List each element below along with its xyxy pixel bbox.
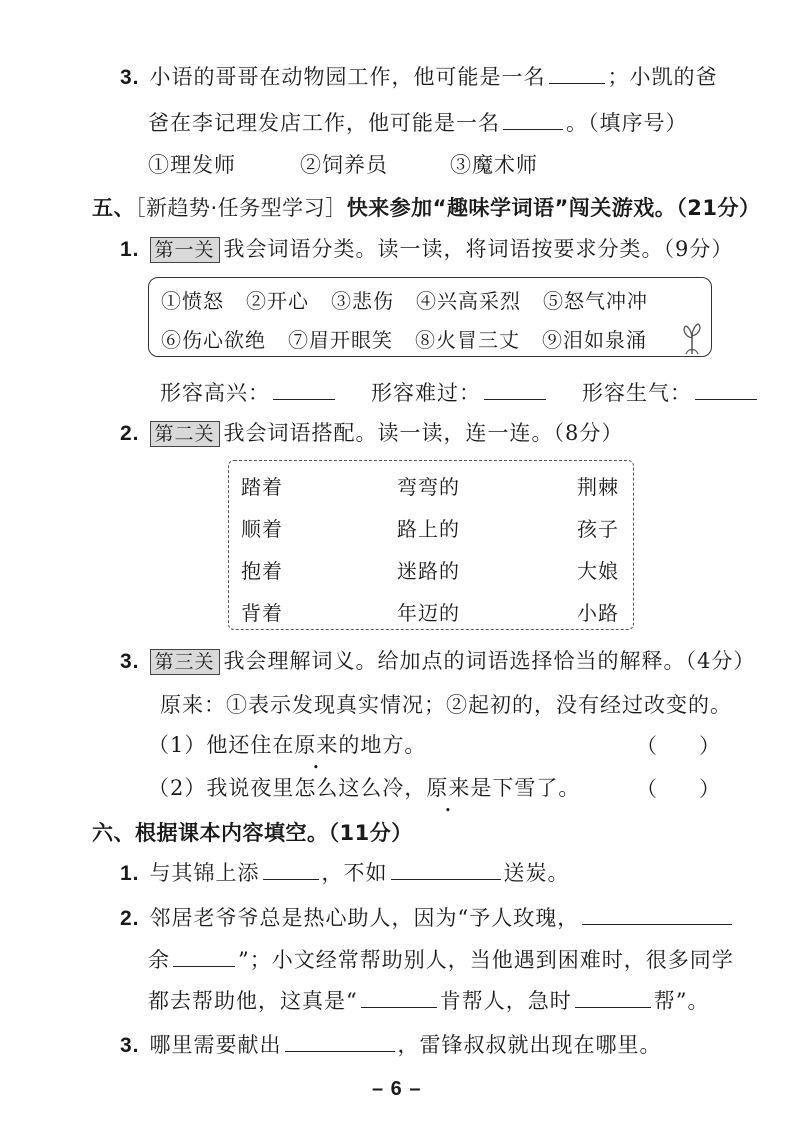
dotted-word: 原来	[294, 733, 339, 757]
sentence-1: （1）他还住在原来的地方。	[148, 733, 427, 757]
answer-blank[interactable]	[263, 859, 319, 880]
option: ②饲养员	[300, 153, 388, 177]
match-item-left[interactable]: 踏着	[241, 475, 283, 499]
answer-blank[interactable]	[285, 1031, 395, 1052]
level-badge: 第二关	[150, 421, 220, 447]
answer-blank[interactable]	[549, 63, 605, 84]
dotted-word: 原来	[426, 776, 471, 800]
answer-blank[interactable]	[391, 859, 501, 880]
definition-line: 原来：①表示发现真实情况；②起初的，没有经过改变的。	[160, 693, 732, 717]
q3-line1: 3. 小语的哥哥在动物园工作，他可能是一名 ；小凯的爸	[120, 65, 718, 89]
section-6-title: 六、根据课本内容填空。（11分）	[92, 821, 413, 845]
word-bank-box	[148, 277, 712, 357]
match-item-right[interactable]: 孩子	[577, 517, 619, 541]
match-item-middle[interactable]: 年迈的	[397, 601, 460, 625]
match-item-middle[interactable]: 弯弯的	[397, 475, 460, 499]
answer-blank[interactable]	[582, 904, 732, 925]
s6-q2-line3: 都去帮助他，这真是“ 肯帮人，急时 帮”。	[148, 989, 710, 1013]
answer-blank[interactable]	[695, 379, 757, 400]
sentence-2: （2）我说夜里怎么这么冷，原来是下雪了。	[148, 776, 581, 800]
answer-parentheses[interactable]: （ ）	[636, 734, 720, 758]
answer-blank[interactable]	[503, 109, 563, 130]
s6-q3: 3. 哪里需要献出 ，雷锋叔叔就出现在哪里。	[120, 1033, 662, 1057]
matching-box	[228, 460, 634, 630]
trend-tag: ［新趋势·任务型学习］	[135, 196, 347, 220]
classify-line: 形容高兴： 形容难过： 形容生气：	[160, 378, 760, 408]
s6-q2-line1: 2. 邻居老爷爷总是热心助人，因为“予人玫瑰，	[120, 903, 735, 934]
section-5-title: 五、［新趋势·任务型学习］快来参加“趣味学词语”闯关游戏。（21分）	[92, 196, 761, 220]
sprout-decoration-icon	[672, 316, 712, 356]
match-item-left[interactable]: 抱着	[241, 559, 283, 583]
s6-q1: 1. 与其锦上添 ，不如 送炭。	[120, 861, 570, 885]
match-item-right[interactable]: 小路	[577, 601, 619, 625]
word-row: ⑥伤心欲绝 ⑦眉开眼笑 ⑧火冒三丈 ⑨泪如泉涌	[161, 328, 647, 352]
answer-parentheses[interactable]: （ ）	[636, 777, 720, 801]
match-item-left[interactable]: 顺着	[241, 517, 283, 541]
level-1-line: 1. 第一关 我会词语分类。读一读，将词语按要求分类。（9分）	[120, 237, 734, 261]
answer-blank[interactable]	[273, 379, 335, 400]
question-number: 3.	[120, 66, 140, 89]
q3-options	[148, 150, 538, 180]
word-row: ①愤怒 ②开心 ③悲伤 ④兴高采烈 ⑤怒气冲冲	[161, 289, 648, 313]
option: ③魔术师	[450, 153, 538, 177]
option: ①理发师	[148, 153, 236, 177]
s6-q2-line2: 余 ”；小文经常帮助别人，当他遇到困难时，很多同学	[148, 948, 734, 972]
level-badge: 第三关	[150, 649, 220, 675]
q3-line2: 爸在李记理发店工作，他可能是一名 。（填序号）	[148, 111, 688, 135]
level-2-line: 2. 第二关 我会词语搭配。读一读，连一连。（8分）	[120, 421, 624, 445]
match-item-right[interactable]: 荆棘	[577, 475, 619, 499]
page-number: – 6 –	[372, 1078, 422, 1100]
answer-blank[interactable]	[484, 379, 546, 400]
level-3-line: 3. 第三关 我会理解词义。给加点的词语选择恰当的解释。（4分）	[120, 649, 756, 673]
answer-blank[interactable]	[173, 946, 235, 967]
answer-blank[interactable]	[361, 987, 437, 1008]
match-item-middle[interactable]: 迷路的	[397, 559, 460, 583]
answer-blank[interactable]	[575, 987, 651, 1008]
match-item-left[interactable]: 背着	[241, 601, 283, 625]
match-item-right[interactable]: 大娘	[577, 559, 619, 583]
level-badge: 第一关	[150, 237, 220, 263]
match-item-middle[interactable]: 路上的	[397, 517, 460, 541]
